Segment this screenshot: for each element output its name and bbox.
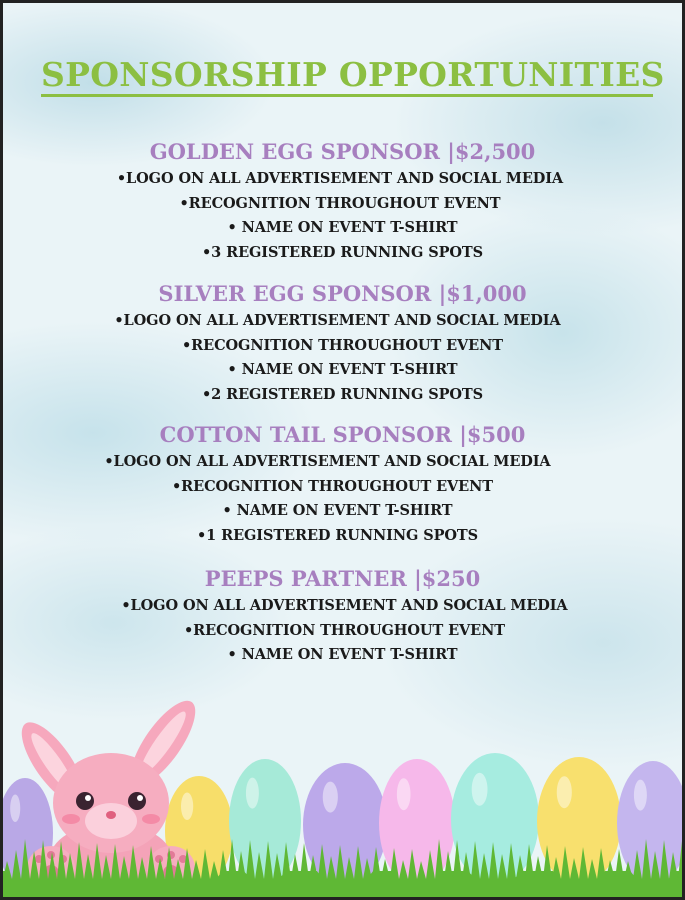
egg-highlight bbox=[557, 776, 572, 808]
benefit-item: •LOGO ON ALL ADVERTISEMENT AND SOCIAL MEDIA bbox=[104, 453, 551, 470]
sponsor-section-peeps bbox=[3, 564, 682, 668]
benefit-item: •RECOGNITION THROUGHOUT EVENT bbox=[172, 477, 493, 495]
benefit-item: •RECOGNITION THROUGHOUT EVENT bbox=[179, 194, 501, 212]
easter-egg-icon bbox=[379, 759, 455, 887]
benefit-item: •LOGO ON ALL ADVERTISEMENT AND SOCIAL MEDIA bbox=[121, 597, 568, 614]
title-underline bbox=[41, 94, 653, 97]
benefit-item: •2 REGISTERED RUNNING SPOTS bbox=[202, 385, 483, 403]
sponsor-section-golden bbox=[3, 137, 682, 265]
egg-highlight bbox=[181, 793, 193, 821]
egg-highlight bbox=[10, 795, 20, 823]
sponsor-section-cotton-tail bbox=[3, 420, 682, 548]
egg-highlight bbox=[323, 782, 338, 813]
sponsor-section-silver bbox=[3, 279, 682, 407]
sponsor-heading: PEEPS PARTNER |$250 bbox=[204, 566, 481, 591]
benefit-item: • NAME ON EVENT T-SHIRT bbox=[222, 502, 453, 519]
benefit-item: • NAME ON EVENT T-SHIRT bbox=[227, 361, 458, 378]
egg-highlight bbox=[397, 778, 411, 810]
benefit-item: • NAME ON EVENT T-SHIRT bbox=[227, 219, 458, 236]
egg-highlight bbox=[634, 780, 647, 811]
benefit-item: •LOGO ON ALL ADVERTISEMENT AND SOCIAL MEDIA bbox=[114, 312, 561, 329]
benefit-item: • NAME ON EVENT T-SHIRT bbox=[227, 646, 458, 663]
sponsor-heading: GOLDEN EGG SPONSOR |$2,500 bbox=[149, 139, 536, 164]
benefit-item: •RECOGNITION THROUGHOUT EVENT bbox=[184, 621, 505, 639]
benefit-item: •1 REGISTERED RUNNING SPOTS bbox=[197, 526, 478, 544]
egg-highlight bbox=[472, 773, 488, 806]
sponsor-heading: SILVER EGG SPONSOR |$1,000 bbox=[158, 281, 527, 306]
benefit-item: •RECOGNITION THROUGHOUT EVENT bbox=[182, 336, 503, 354]
easter-decoration bbox=[3, 683, 682, 897]
egg-highlight bbox=[246, 778, 259, 809]
sponsor-heading: COTTON TAIL SPONSOR |$500 bbox=[159, 422, 526, 447]
flyer-page bbox=[3, 3, 682, 897]
benefit-item: •3 REGISTERED RUNNING SPOTS bbox=[202, 243, 483, 261]
benefit-item: •LOGO ON ALL ADVERTISEMENT AND SOCIAL MEDIA bbox=[116, 170, 564, 187]
page-title: SPONSORSHIP OPPORTUNITIES bbox=[41, 55, 665, 94]
